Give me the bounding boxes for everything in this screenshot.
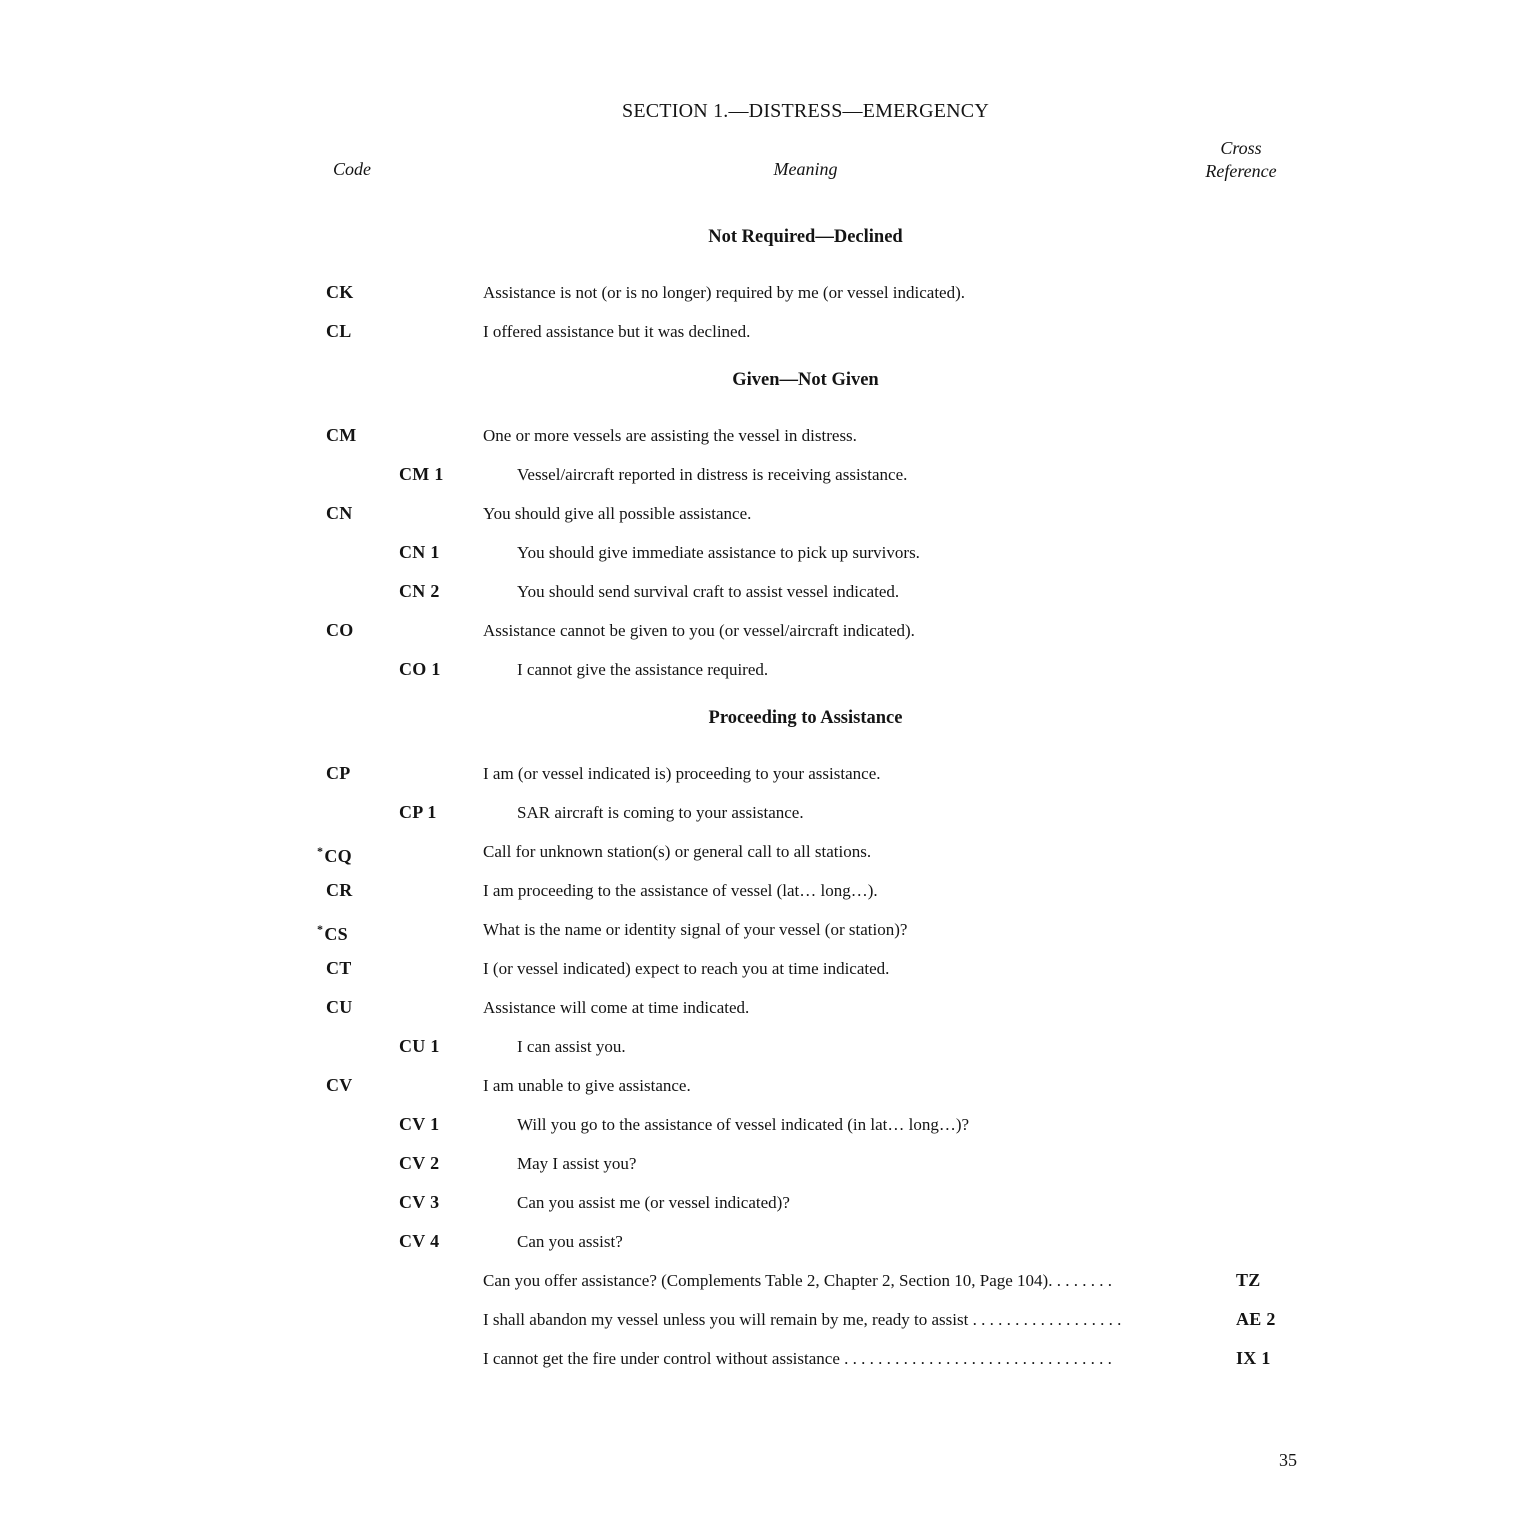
signal-code: CM	[326, 424, 357, 445]
signal-meaning: One or more vessels are assisting the vessel in distress.	[483, 425, 857, 445]
signal-meaning: You should give all possible assistance.	[483, 503, 752, 523]
cross-reference-header-line2: Reference	[1205, 161, 1277, 181]
code-row	[326, 871, 1285, 910]
signal-code: CT	[326, 957, 352, 978]
signal-code: CV 1	[399, 1113, 440, 1134]
dot-leader: . . . . . . . .	[1048, 1270, 1112, 1290]
signal-code: CV 3	[399, 1191, 440, 1212]
section-heading	[326, 361, 1285, 400]
signal-meaning: I am (or vessel indicated is) proceeding to your assistance.	[483, 763, 881, 783]
code-row	[317, 910, 1285, 949]
cross-reference-header-line1: Cross	[1220, 138, 1262, 158]
code-row	[317, 832, 1285, 871]
code-row	[326, 494, 1285, 533]
cross-reference-meaning: I cannot get the fire under control without assistance . . . . . . . . . . . . . . . . . . . . . . . . . . . . . . . .	[483, 1348, 1112, 1368]
code-row	[326, 754, 1285, 793]
signal-code: CK	[326, 281, 354, 302]
code-row	[326, 793, 1285, 832]
cross-reference-column-header	[1193, 137, 1289, 183]
signal-meaning: SAR aircraft is coming to your assistance.	[517, 802, 804, 822]
signal-meaning: What is the name or identity signal of your vessel (or station)?	[483, 919, 908, 939]
signal-meaning: Assistance cannot be given to you (or vessel/aircraft indicated).	[483, 620, 915, 640]
signal-code: CN 1	[399, 541, 440, 562]
section-heading-text: Proceeding to Assistance	[708, 707, 903, 728]
code-row	[326, 416, 1285, 455]
signal-meaning: Can you assist me (or vessel indicated)?	[517, 1192, 790, 1212]
signal-code: CP	[326, 762, 351, 783]
signal-code: CP 1	[399, 801, 437, 822]
signal-meaning: Assistance will come at time indicated.	[483, 997, 750, 1017]
signal-code: CM 1	[399, 463, 444, 484]
signal-meaning: I can assist you.	[517, 1036, 626, 1056]
code-row	[326, 1144, 1285, 1183]
code-row	[326, 1066, 1285, 1105]
code-row	[326, 949, 1285, 988]
cross-reference-row	[326, 1339, 1285, 1378]
section-heading-text: Not Required—Declined	[708, 226, 903, 247]
code-row	[326, 312, 1285, 351]
cross-reference-meaning: I shall abandon my vessel unless you will remain by me, ready to assist . . . . . . . . . . . . . . . . . .	[483, 1309, 1122, 1329]
signal-code: CU 1	[399, 1035, 440, 1056]
cross-reference-code: TZ	[1236, 1269, 1261, 1290]
cross-reference-meaning: Can you offer assistance? (Complements Table 2, Chapter 2, Section 10, Page 104). . . . . . . .	[483, 1270, 1112, 1290]
code-row	[326, 611, 1285, 650]
signal-meaning: May I assist you?	[517, 1153, 637, 1173]
code-row	[326, 988, 1285, 1027]
signal-code: CO 1	[399, 658, 441, 679]
meaning-column-header: Meaning	[773, 159, 838, 179]
code-row	[326, 1027, 1285, 1066]
signal-meaning: Assistance is not (or is no longer) required by me (or vessel indicated).	[483, 282, 966, 302]
code-row	[326, 455, 1285, 494]
signal-code: CR	[326, 879, 353, 900]
signal-meaning: Call for unknown station(s) or general call to all stations.	[483, 841, 872, 861]
cross-reference-code: AE 2	[1236, 1308, 1276, 1329]
signal-meaning: Will you go to the assistance of vessel indicated (in lat… long…)?	[517, 1114, 970, 1134]
signal-code: CV 4	[399, 1230, 440, 1251]
signal-code: CV	[326, 1074, 353, 1095]
code-row	[326, 650, 1285, 689]
section-heading	[326, 218, 1285, 257]
code-row	[326, 1105, 1285, 1144]
signal-meaning: You should send survival craft to assist vessel indicated.	[517, 581, 900, 601]
section-heading	[326, 699, 1285, 738]
signal-code: CU	[326, 996, 353, 1017]
section-heading-text: Given—Not Given	[732, 369, 879, 390]
page-content	[317, 0, 1285, 1540]
signal-meaning: I am proceeding to the assistance of vessel (lat… long…).	[483, 880, 878, 900]
signal-meaning: You should give immediate assistance to pick up survivors.	[517, 542, 920, 562]
section-title: SECTION 1.—DISTRESS—EMERGENCY	[622, 100, 989, 122]
signal-code: *CQ	[317, 843, 352, 866]
code-column-header: Code	[333, 159, 371, 179]
dot-leader: . . . . . . . . . . . . . . . . . . . . . . . . . . . . . . . .	[839, 1348, 1112, 1368]
signal-code: *CS	[317, 921, 348, 944]
code-row	[326, 533, 1285, 572]
signal-code: CN 2	[399, 580, 440, 601]
asterisk-marker: *	[317, 843, 324, 858]
cross-reference-row	[326, 1261, 1285, 1300]
page-number: 35	[1279, 1450, 1297, 1470]
signal-code: CO	[326, 619, 354, 640]
code-row	[326, 273, 1285, 312]
cross-reference-row	[326, 1300, 1285, 1339]
code-row	[326, 1183, 1285, 1222]
dot-leader: . . . . . . . . . . . . . . . . . .	[968, 1309, 1122, 1329]
signal-meaning: I (or vessel indicated) expect to reach you at time indicated.	[483, 958, 890, 978]
signal-code: CN	[326, 502, 353, 523]
code-row	[326, 1222, 1285, 1261]
signal-meaning: Can you assist?	[517, 1231, 623, 1251]
signal-meaning: I offered assistance but it was declined.	[483, 321, 751, 341]
signal-meaning: I am unable to give assistance.	[483, 1075, 691, 1095]
signal-code: CL	[326, 320, 352, 341]
signal-meaning: I cannot give the assistance required.	[517, 659, 769, 679]
cross-reference-code: IX 1	[1236, 1347, 1271, 1368]
code-row	[326, 572, 1285, 611]
signal-code: CV 2	[399, 1152, 440, 1173]
asterisk-marker: *	[317, 921, 324, 936]
signal-meaning: Vessel/aircraft reported in distress is receiving assistance.	[517, 464, 908, 484]
